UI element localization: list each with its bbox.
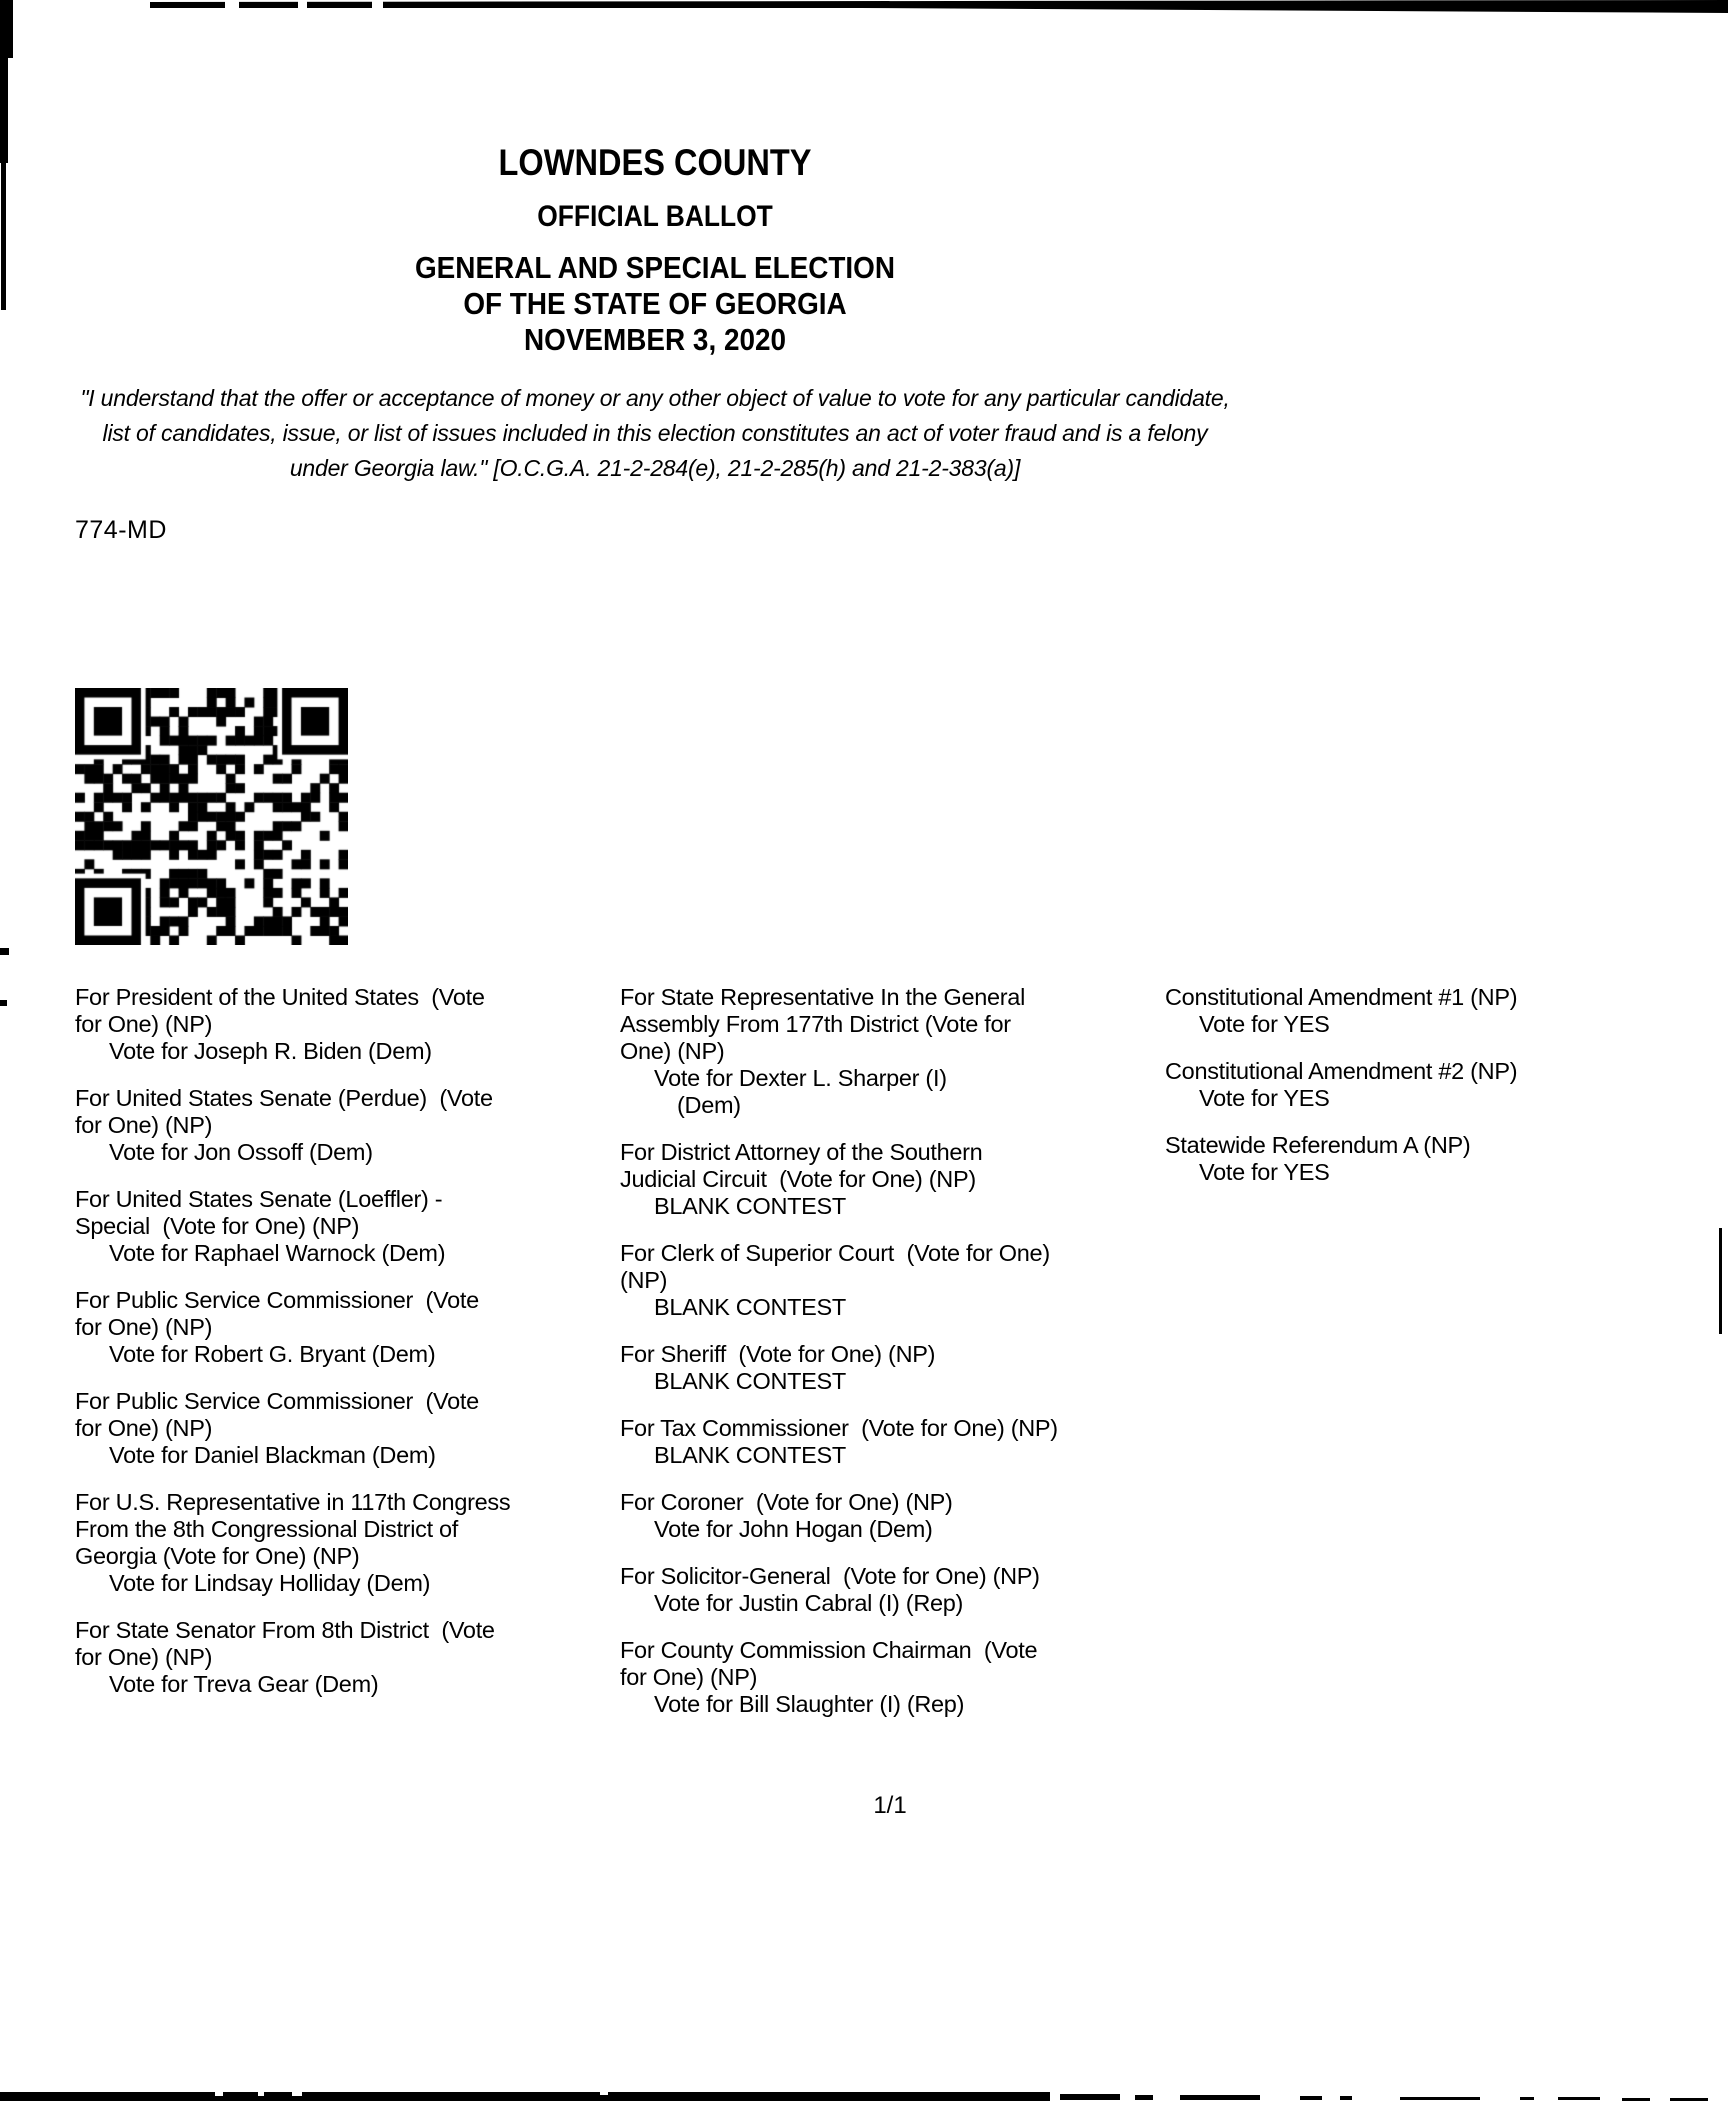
contest-line: for One) (NP): [75, 1314, 213, 1340]
contest: [620, 1489, 1165, 1543]
contest-line: Vote for Robert G. Bryant (Dem): [109, 1341, 436, 1367]
contest-line: For Solicitor-General (Vote for One) (NP): [620, 1563, 1040, 1589]
contest-line: Constitutional Amendment #2 (NP): [1165, 1058, 1518, 1084]
contest-line: Statewide Referendum A (NP): [1165, 1132, 1471, 1158]
contest-line: For Public Service Commissioner (Vote: [75, 1287, 479, 1313]
ballot-column-3: [1165, 984, 1700, 1738]
contest-line: Vote for YES: [1199, 1011, 1330, 1037]
contest: [75, 1617, 620, 1698]
contest-line: For U.S. Representative in 117th Congress: [75, 1489, 511, 1515]
contest-line: for One) (NP): [75, 1011, 213, 1037]
contest-line: For District Attorney of the Southern: [620, 1139, 983, 1165]
qr-code-icon: [75, 688, 348, 945]
disclaimer-line: under Georgia law." [O.C.G.A. 21-2-284(e), 21-2-285(h) and 21-2-383(a)]: [289, 455, 1021, 481]
contest-line: BLANK CONTEST: [654, 1368, 846, 1394]
disclaimer-line: list of candidates, issue, or list of issues included in this election constitutes an act of voter fraud and is a felony: [102, 420, 1208, 446]
contest-line: Special (Vote for One) (NP): [75, 1213, 360, 1239]
contest-line: (Dem): [677, 1092, 741, 1118]
county-title: LOWNDES COUNTY: [498, 142, 812, 183]
contest-line: BLANK CONTEST: [654, 1442, 846, 1468]
contest-line: For Public Service Commissioner (Vote: [75, 1388, 479, 1414]
contest: [75, 1186, 620, 1267]
contest-line: For Clerk of Superior Court (Vote for One): [620, 1240, 1050, 1266]
contest: [1165, 1058, 1700, 1112]
contest-line: For Sheriff (Vote for One) (NP): [620, 1341, 936, 1367]
contests-area: [75, 984, 1705, 1738]
contest-line: BLANK CONTEST: [654, 1193, 846, 1219]
contest-line: for One) (NP): [75, 1112, 213, 1138]
ballot-column-1: [75, 984, 620, 1738]
voter-fraud-disclaimer: [55, 381, 1255, 486]
contest: [620, 1415, 1165, 1469]
contest-line: Vote for YES: [1199, 1159, 1330, 1185]
contest-line: for One) (NP): [620, 1664, 758, 1690]
contest-line: Vote for Dexter L. Sharper (I): [654, 1065, 947, 1091]
contest-line: Vote for Bill Slaughter (I) (Rep): [654, 1691, 965, 1717]
contest-line: Vote for Daniel Blackman (Dem): [109, 1442, 436, 1468]
contest-line: For State Representative In the General: [620, 984, 1026, 1010]
disclaimer-line: "I understand that the offer or acceptance of money or any other object of value to vote for any particular candidate,: [80, 385, 1230, 411]
ballot-type-title: OFFICIAL BALLOT: [537, 200, 773, 233]
contest-line: for One) (NP): [75, 1415, 213, 1441]
ballot-column-2: [620, 984, 1165, 1738]
ballot-header: [0, 143, 1310, 358]
contest-line: For State Senator From 8th District (Vote: [75, 1617, 495, 1643]
contest-line: Judicial Circuit (Vote for One) (NP): [620, 1166, 976, 1192]
contest: [75, 984, 620, 1065]
contest-line: Vote for YES: [1199, 1085, 1330, 1111]
contest-line: Constitutional Amendment #1 (NP): [1165, 984, 1518, 1010]
contest-line: Assembly From 177th District (Vote for: [620, 1011, 1011, 1037]
contest: [620, 1240, 1165, 1321]
contest-line: Georgia (Vote for One) (NP): [75, 1543, 360, 1569]
contest: [75, 1287, 620, 1368]
election-title-line-3: NOVEMBER 3, 2020: [523, 322, 787, 357]
contest-line: For Tax Commissioner (Vote for One) (NP): [620, 1415, 1058, 1441]
scan-artifact-top-edge: [150, 0, 1728, 15]
scan-artifact-bottom-edge: [0, 2092, 1708, 2101]
contest-line: Vote for Jon Ossoff (Dem): [109, 1139, 373, 1165]
contest: [1165, 1132, 1700, 1186]
election-title-line-1: GENERAL AND SPECIAL ELECTION: [414, 250, 896, 285]
contest-line: Vote for Treva Gear (Dem): [109, 1671, 379, 1697]
contest-line: For Coroner (Vote for One) (NP): [620, 1489, 953, 1515]
contest-line: BLANK CONTEST: [654, 1294, 846, 1320]
contest-line: For United States Senate (Perdue) (Vote: [75, 1085, 493, 1111]
contest: [1165, 984, 1700, 1038]
contest-line: For County Commission Chairman (Vote: [620, 1637, 1038, 1663]
contest-line: One) (NP): [620, 1038, 725, 1064]
contest: [75, 1388, 620, 1469]
contest-line: Vote for Raphael Warnock (Dem): [109, 1240, 446, 1266]
ballot-style-code: 774-MD: [75, 516, 167, 544]
contest-line: For President of the United States (Vote: [75, 984, 485, 1010]
contest: [620, 1563, 1165, 1617]
contest: [620, 1637, 1165, 1718]
contest-line: Vote for John Hogan (Dem): [654, 1516, 933, 1542]
contest: [620, 1341, 1165, 1395]
contest: [75, 1489, 620, 1597]
contest-line: Vote for Joseph R. Biden (Dem): [109, 1038, 432, 1064]
contest: [620, 1139, 1165, 1220]
contest-line: Vote for Lindsay Holliday (Dem): [109, 1570, 431, 1596]
contest: [620, 984, 1165, 1119]
page-number: 1/1: [873, 1792, 907, 1819]
contest-line: (NP): [620, 1267, 668, 1293]
contest-line: For United States Senate (Loeffler) -: [75, 1186, 443, 1212]
scan-artifact-right-edge: [1719, 1228, 1722, 1334]
contest-line: From the 8th Congressional District of: [75, 1516, 459, 1542]
contest: [75, 1085, 620, 1166]
contest-line: for One) (NP): [75, 1644, 213, 1670]
election-title-line-2: OF THE STATE OF GEORGIA: [463, 286, 847, 321]
contest-line: Vote for Justin Cabral (I) (Rep): [654, 1590, 964, 1616]
